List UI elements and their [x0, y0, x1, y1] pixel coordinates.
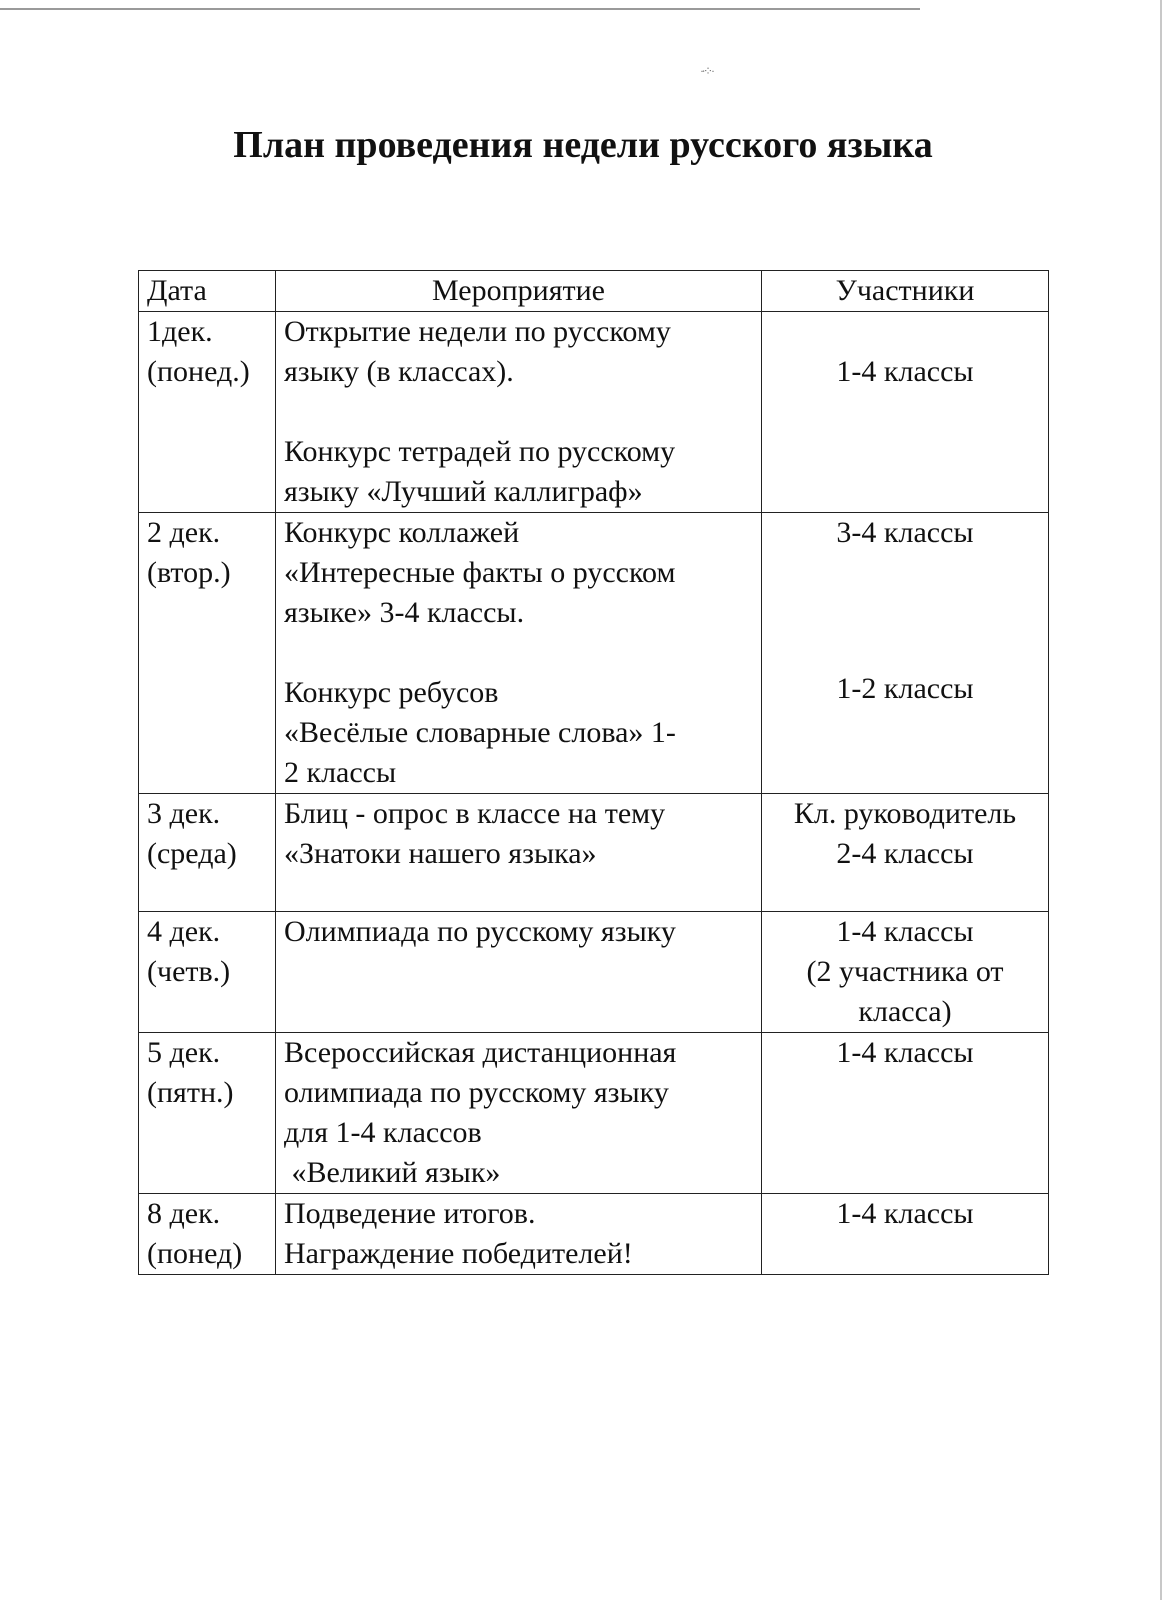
event-line: «Весёлые словарные слова» 1-	[284, 716, 676, 749]
document-title: План проведения недели русского языка	[233, 124, 933, 166]
cell-event	[276, 794, 762, 912]
event-line: языке» 3-4 классы.	[284, 596, 525, 629]
participants-line: класса)	[858, 995, 952, 1028]
table-row	[139, 513, 1049, 794]
event-line: «Знатоки нашего языка»	[284, 837, 597, 870]
event-line: Открытие недели по русскому	[284, 315, 671, 348]
header-participants: Участники	[762, 271, 1049, 312]
event-line: Олимпиада по русскому языку	[284, 915, 676, 948]
event-line: языку (в классах).	[284, 355, 514, 388]
schedule-table	[138, 270, 1049, 1275]
date-day: 4 дек.	[147, 915, 221, 948]
header-event: Мероприятие	[276, 271, 762, 312]
participants-line: (2 участника от	[806, 955, 1004, 988]
date-weekday: (среда)	[147, 837, 237, 870]
event-line: «Великий язык»	[284, 1156, 501, 1189]
cell-event	[276, 1033, 762, 1194]
cell-date	[139, 312, 276, 513]
date-day: 1дек.	[147, 315, 213, 348]
participants-line: 1-4 классы	[836, 1036, 974, 1069]
cell-event	[276, 912, 762, 1033]
table-row	[139, 912, 1049, 1033]
date-weekday: (втор.)	[147, 556, 231, 589]
event-line: Конкурс коллажей	[284, 516, 520, 549]
event-line: Конкурс ребусов	[284, 676, 499, 709]
scan-top-edge	[0, 8, 920, 10]
cell-date	[139, 912, 276, 1033]
scan-speck-mark: ·∙⁘·	[700, 64, 714, 78]
event-line: Награждение победителей!	[284, 1237, 633, 1270]
cell-date	[139, 1194, 276, 1275]
table-row	[139, 1033, 1049, 1194]
participants-line: 1-4 классы	[836, 915, 974, 948]
participants-line: 1-2 классы	[836, 672, 974, 705]
date-weekday: (четв.)	[147, 955, 231, 988]
date-weekday: (понед)	[147, 1237, 243, 1270]
cell-date	[139, 1033, 276, 1194]
event-line: 2 классы	[284, 756, 397, 789]
table-row	[139, 1194, 1049, 1275]
cell-event	[276, 1194, 762, 1275]
event-line: языку «Лучший каллиграф»	[284, 475, 643, 508]
event-line: для 1-4 классов	[284, 1116, 482, 1149]
table-row	[139, 312, 1049, 513]
participants-line: Кл. руководитель	[793, 797, 1017, 830]
event-line: Подведение итогов.	[284, 1197, 536, 1230]
cell-participants	[762, 912, 1049, 1033]
event-line: Всероссийская дистанционная	[284, 1036, 677, 1069]
table-row	[139, 794, 1049, 912]
cell-event	[276, 513, 762, 794]
event-line: «Интересные факты о русском	[284, 556, 676, 589]
cell-participants	[762, 794, 1049, 912]
header-date: Дата	[139, 271, 276, 312]
cell-participants	[762, 1194, 1049, 1275]
cell-date	[139, 513, 276, 794]
cell-event	[276, 312, 762, 513]
participants-line: 2-4 классы	[836, 837, 974, 870]
scan-right-edge	[1160, 0, 1162, 1600]
event-line: Блиц - опрос в классе на тему	[284, 797, 666, 830]
table-header-row	[139, 271, 1049, 312]
date-day: 3 дек.	[147, 797, 221, 830]
event-spacer	[284, 392, 753, 432]
date-day: 5 дек.	[147, 1036, 221, 1069]
event-line: Конкурс тетрадей по русскому	[284, 435, 676, 468]
participants-spacer	[770, 629, 1040, 669]
event-spacer	[284, 633, 753, 673]
cell-participants	[762, 513, 1049, 794]
event-line: олимпиада по русскому языку	[284, 1076, 669, 1109]
participants-spacer	[770, 553, 1040, 629]
date-weekday: (понед.)	[147, 355, 250, 388]
date-day: 2 дек.	[147, 516, 221, 549]
date-day: 8 дек.	[147, 1197, 221, 1230]
cell-date	[139, 794, 276, 912]
participants-line: 3-4 классы	[836, 516, 974, 549]
participants-line: 1-4 классы	[836, 355, 974, 388]
cell-participants	[762, 312, 1049, 513]
participants-spacer	[770, 312, 1040, 352]
participants-line: 1-4 классы	[836, 1197, 974, 1230]
date-weekday: (пятн.)	[147, 1076, 234, 1109]
cell-participants	[762, 1033, 1049, 1194]
